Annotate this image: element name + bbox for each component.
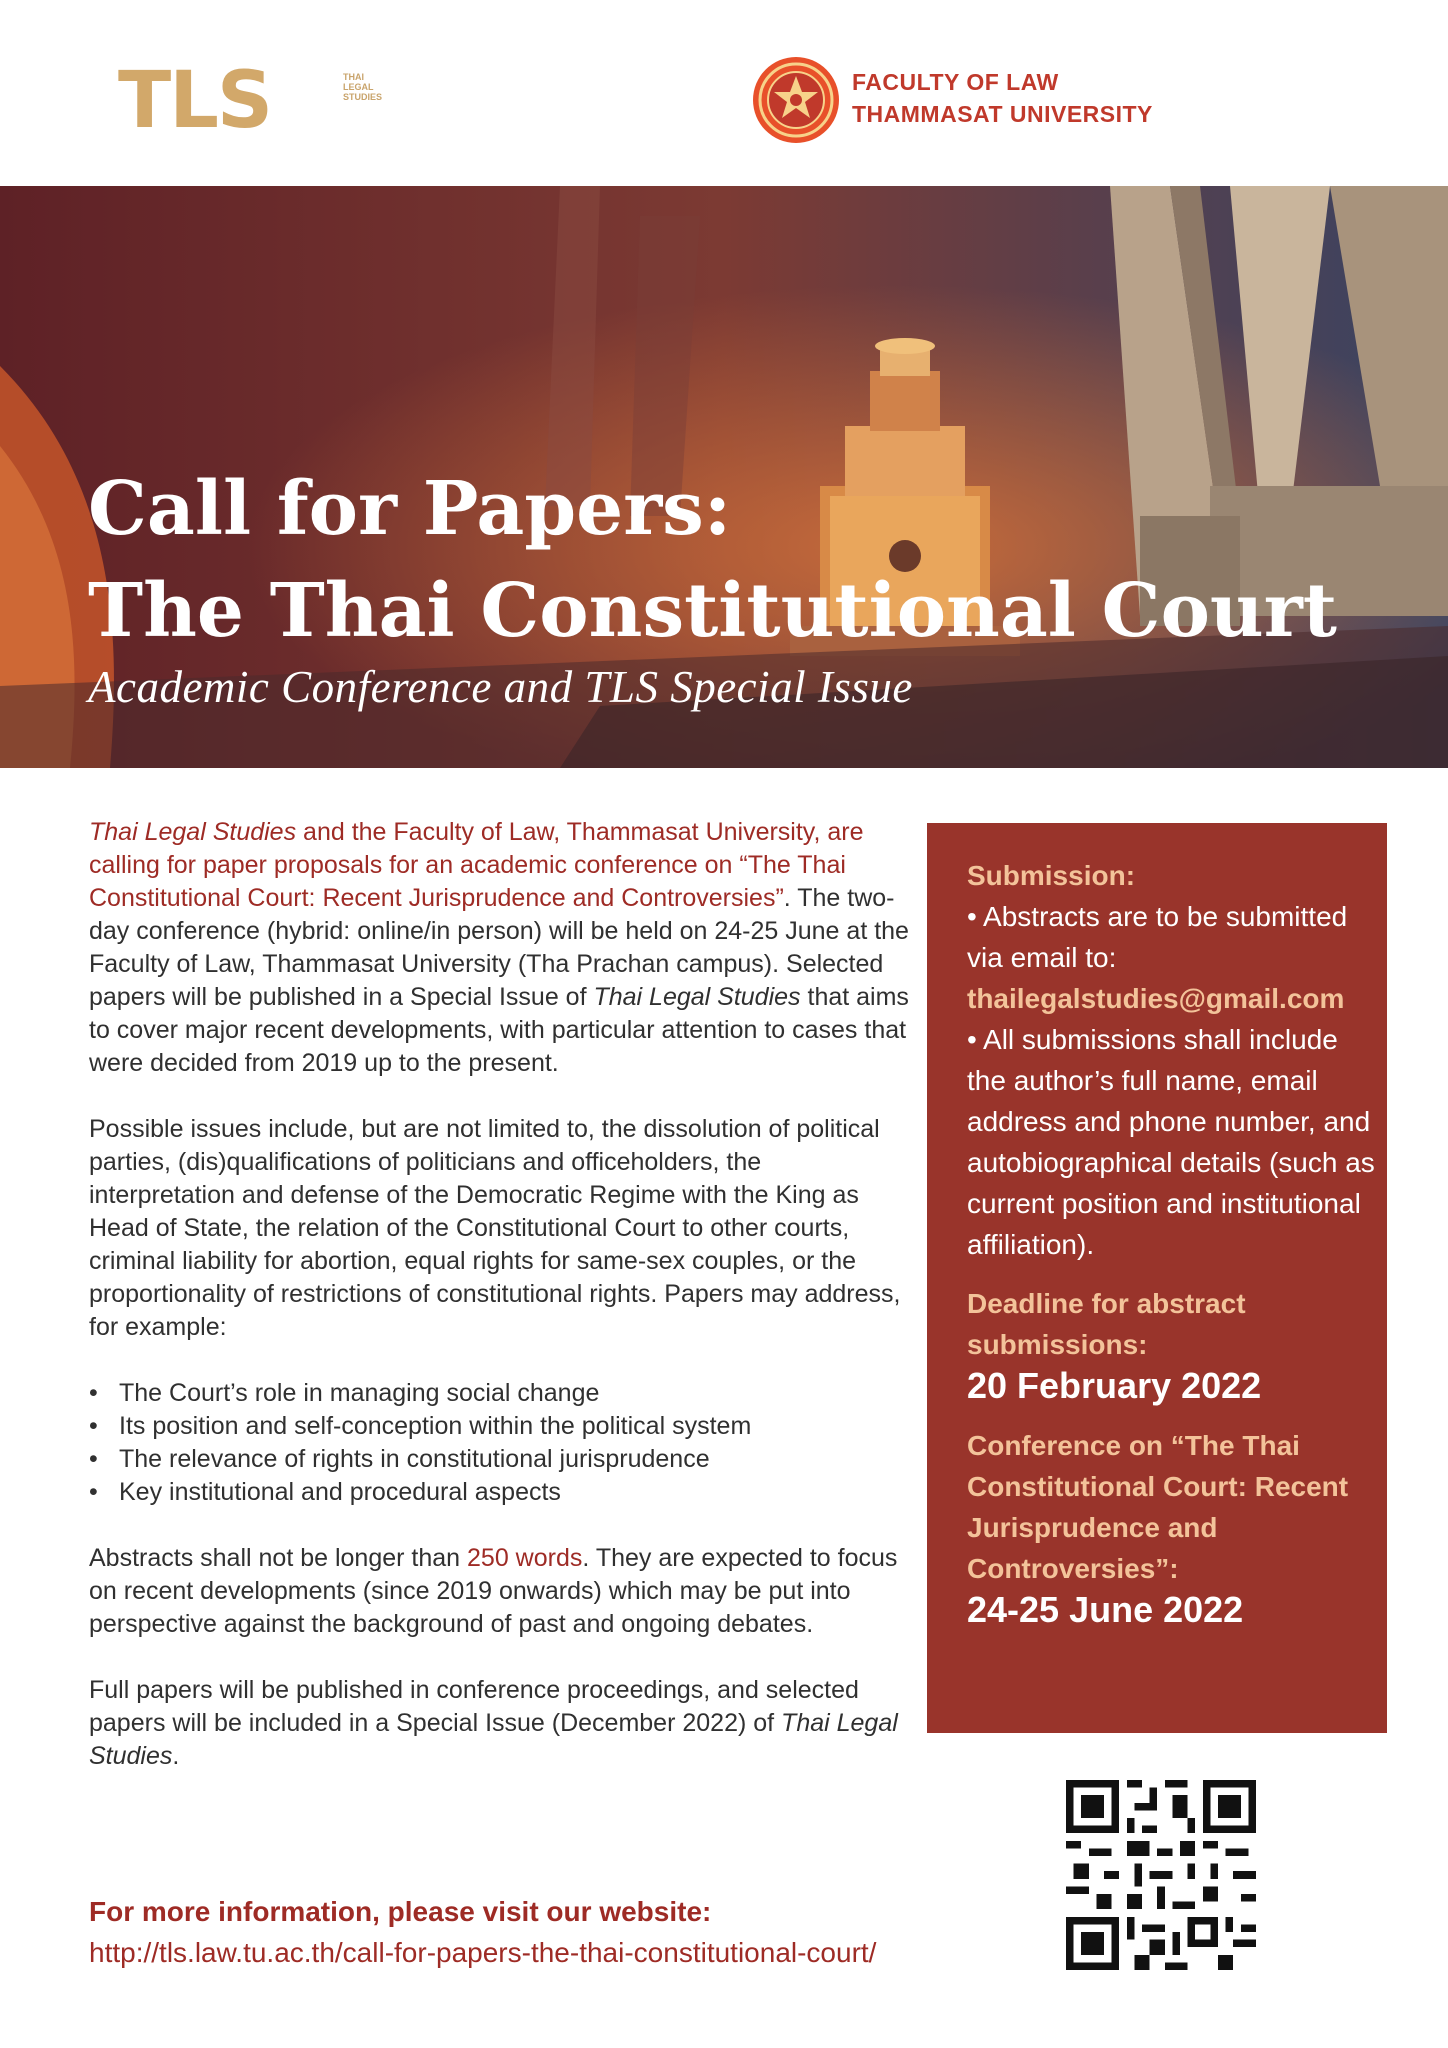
page-subtitle: Academic Conference and TLS Special Issue — [88, 662, 913, 712]
intro-paragraph — [89, 816, 909, 1080]
hero-banner — [0, 186, 1448, 768]
submission-bullet-email: • Abstracts are to be submitted via email to: — [967, 901, 1348, 973]
qr-code-icon[interactable] — [1066, 1780, 1256, 1970]
page-title: Call for Papers: The Thai Constitutional Court — [88, 466, 1337, 654]
tls-logo — [118, 56, 398, 146]
website-link[interactable]: http://tls.law.tu.ac.th/call-for-papers-the-thai-constitutional-court/ — [89, 1937, 877, 1968]
intro-highlight: and the Faculty of Law, Thammasat University, are calling for paper proposals for an academic conference on “The Thai Constitutional Court: Recent Jurisprudence and Controversies” — [89, 818, 864, 912]
list-item: • The Court’s role in managing social change — [89, 1377, 909, 1410]
deadline-date: 20 February 2022 — [967, 1365, 1262, 1406]
issues-paragraph: Possible issues include, but are not limited to, the dissolution of political parties, (dis)qualifications of politicians and officeholders, the interpretation and defense of the Democratic Regime with the King as Head of State, the relation of the Constitutional Court to other courts, criminal liability for abortion, equal rights for same-sex couples, or the proportionality of restrictions of constitutional rights. Papers may address, for example: — [89, 1115, 901, 1341]
word-limit: 250 words — [467, 1544, 583, 1572]
conference-heading: Conference on “The Thai Constitutional Court: Recent Jurisprudence and Controversies”: — [967, 1430, 1349, 1584]
tls-logo-mark: TLS — [118, 56, 272, 146]
more-info-heading: For more information, please visit our website: — [89, 1896, 712, 1927]
abstracts-paragraph: Abstracts shall not be longer than 250 words. They are expected to focus on recent developments (since 2019 onwards) which may be put into perspective against the background of past and ongoing debates. — [89, 1544, 898, 1638]
faculty-seal-icon — [752, 56, 840, 144]
faculty-name: FACULTY OF LAW THAMMASAT UNIVERSITY — [852, 69, 1153, 127]
list-item: • Its position and self-conception within the political system — [89, 1410, 909, 1443]
publication-paragraph: Full papers will be published in conference proceedings, and selected papers will be included in a Special Issue (December 2022) of Thai Legal Studies. — [89, 1676, 898, 1770]
intro-body: . The two-day conference (hybrid: online/in person) will be held on 24-25 June at the Faculty of Law, Thammasat University (Tha Prachan campus). Selected papers will be published in a Special Issue of — [89, 884, 909, 1011]
submission-panel — [927, 823, 1387, 1733]
tls-logo-subtext: THAI LEGAL STUDIES — [343, 72, 383, 102]
list-item: • The relevance of rights in constitutional jurisprudence — [89, 1443, 909, 1476]
deadline-heading: Deadline for abstract submissions: — [967, 1288, 1246, 1360]
submission-bullet-details: • All submissions shall include the author’s full name, email address and phone number, and autobiographical details (such as current position and institutional affiliation). — [967, 1024, 1375, 1260]
list-item: • Key institutional and procedural aspects — [89, 1476, 909, 1509]
journal-name: Thai Legal Studies — [89, 1709, 898, 1770]
submission-heading: Submission: — [967, 860, 1136, 891]
journal-name: Thai Legal Studies — [89, 818, 297, 846]
journal-name: Thai Legal Studies — [593, 983, 801, 1011]
topics-list — [89, 1377, 909, 1509]
main-content — [89, 816, 909, 1806]
conference-date: 24-25 June 2022 — [967, 1589, 1244, 1630]
submission-email-link[interactable]: thailegalstudies@gmail.com — [967, 983, 1345, 1014]
intro-body-end: that aims to cover major recent developments, with particular attention to cases that were decided from 2019 up to the present. — [89, 983, 909, 1077]
